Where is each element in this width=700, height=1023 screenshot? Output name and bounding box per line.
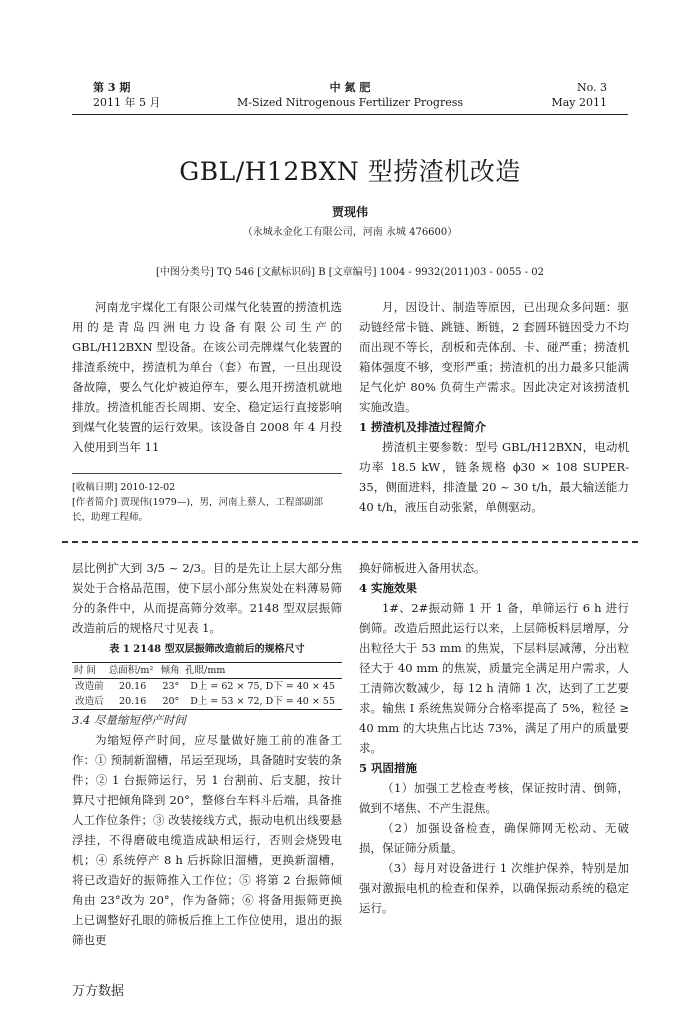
lower-left-paragraph-1: 层比例扩大到 3/5 ~ 2/3。目的是先让上层大部分焦炭处于合格品范围，使下层小部分焦炭处在料薄易筛分的条件中，从而提高筛分效率。2148 型双层振筛改造前后的规格尺寸见表 1。 — [72, 561, 342, 635]
header-right — [551, 80, 607, 110]
measure-item: （3）每月对设备进行 1 次维护保养，特别是加强对激振电机的检查和保养，以确保振动系统的稳定运行。 — [359, 861, 629, 915]
issue-cn: 第 3 期 — [93, 81, 131, 94]
header-left — [93, 80, 160, 110]
article-notes — [72, 480, 342, 525]
table-cell: 20.16 — [107, 694, 159, 710]
table-caption: 表 1 2148 型双层振筛改造前后的规格尺寸 — [109, 644, 305, 655]
date-en: May 2011 — [551, 96, 607, 109]
table-cell: 改造后 — [72, 694, 107, 710]
section1-heading: 1 捞渣机及排渣过程简介 — [359, 420, 487, 434]
lower-left-column — [72, 558, 342, 950]
table-header-row — [72, 663, 342, 679]
spec-table — [72, 662, 342, 710]
table-cell: D上 = 62 × 75, D下 = 40 × 45 — [190, 681, 335, 692]
section4-heading: 4 实施效果 — [359, 581, 418, 595]
received-date: [收稿日期] 2010-12-02 — [72, 482, 176, 493]
lower-right-paragraph-1: 换好筛板进入备用状态。 — [359, 561, 486, 575]
table-header: 时 间 — [72, 663, 107, 679]
intro-paragraph-cont: 月，因设计、制造等原因，已出现众多问题：驱动链经常卡链、跳链、断链，2 套圆环链因受力不均而出现不等长，刮板和壳体刮、卡、碰严重；捞渣机箱体强度不够，变形严重；捞渣机的出力最多只能满足气化炉 80% 负荷生产需求。因此决定对该捞渣机实施改造。 — [359, 300, 629, 414]
table-cell: 23° — [162, 681, 180, 692]
table-row — [72, 679, 342, 695]
table-cell: 20.16 — [119, 681, 147, 692]
lower-right-column — [359, 558, 629, 918]
footnote-rule — [72, 473, 342, 474]
section4-paragraph: 1#、2#振动筛 1 开 1 备，单筛运行 6 h 进行倒筛。改造后照此运行以来，上层筛板料层增厚，分出粒径大于 53 mm 的焦炭，下层料层减薄，分出粒径大于 40 mm 的焦炭，质量完全满足用户需求，人工清筛次数减少，每 12 h 清筛 1 次，达到了工艺要求。输焦 I 系统焦炭筛分合格率提高了 5%，粒径 ≥ 40 mm 的大块焦占比达 73%，满足了用户的质量要求。 — [359, 601, 629, 755]
article-author: 贾现伟 — [331, 205, 368, 219]
article-separator — [62, 541, 638, 543]
measure-item: （1）加强工艺检查考核，保证按时清、倒筛，做到不堵焦、不产生混焦。 — [359, 781, 629, 815]
measure-item: （2）加强设备检查，确保筛网无松动、无破损，保证筛分质量。 — [359, 821, 629, 855]
issue-en: No. 3 — [576, 81, 607, 94]
upper-left-column — [72, 297, 342, 457]
table-cell: 改造前 — [75, 681, 104, 692]
classification-line: [中图分类号] TQ 546 [文献标识码] B [文章编号] 1004 - 9932(2011)03 - 0055 - 02 — [155, 267, 545, 278]
header-rule — [72, 114, 628, 115]
journal-cn: 中 氮 肥 — [329, 81, 371, 94]
date-cn: 2011 年 5 月 — [93, 96, 161, 109]
subsection-3-4-heading: 3.4 尽量缩短停产时间 — [72, 713, 186, 727]
table-cell: D上 = 53 × 72, D下 = 40 × 55 — [183, 694, 342, 710]
table-row — [72, 694, 342, 710]
header-center — [200, 80, 500, 110]
table-header: 孔眼/mm — [183, 663, 342, 679]
author-note: [作者简介] 贾现伟(1979—)，男，河南上蔡人，工程部副部长，助理工程师。 — [72, 497, 324, 523]
watermark-footer: 万方数据 — [72, 984, 125, 999]
section1-paragraph: 捞渣机主要参数：型号 GBL/H12BXN，电动机功率 18.5 kW，链条规格 ϕ30 × 108 SUPER-35，侧面进料，排渣量 20 ~ 30 t/h，最大输送能力 40 t/h，液压自动张紧，单侧驱动。 — [359, 440, 629, 514]
lower-left-paragraph-2: 为缩短停产时间，应尽量做好施工前的准备工作：① 预制新溜槽，吊运至现场，具备随时安装的条件；② 1 台振筛运行，另 1 台割前、后支腿，按计算尺寸把倾角降到 20°，整修台车料斗后端，具备推人工作位条件；③ 改装接线方式，振动电机出线要悬浮挂，不得磨破电缆造成缺相运行，否则会烧毁电机；④ 系统停产 8 h 后拆除旧溜槽，更换新溜槽，将已改造好的振筛推入工作位；⑤ 将第 2 台振筛倾角由 23°改为 20°，作为备筛；⑥ 将备用振筛更换上已调整好孔眼的筛板后推上工作位使用，退出的振筛也更 — [72, 733, 342, 947]
upper-right-column — [359, 297, 629, 517]
article-title: GBL/H12BXN 型捞渣机改造 — [179, 157, 521, 186]
table-header: 总面积/m² — [107, 663, 159, 679]
section5-heading: 5 巩固措施 — [359, 761, 418, 775]
journal-en: M-Sized Nitrogenous Fertilizer Progress — [236, 96, 464, 109]
intro-paragraph: 河南龙宇煤化工有限公司煤气化装置的捞渣机选用的是青岛四洲电力设备有限公司生产的GBL/H12BXN 型设备。在该公司壳牌煤气化装置的排渣系统中，捞渣机为单台（套）布置，一旦出现设备故障，要么气化炉被迫停车，要么甩开捞渣机就地排放。捞渣机能否长周期、安全、稳定运行直接影响到煤气化装置的运行效果。该设备自 2008 年 4 月投入使用到当年 11 — [72, 300, 342, 454]
table-cell: 20° — [159, 694, 184, 710]
article-affiliation: （永城永金化工有限公司，河南 永城 476600） — [242, 227, 458, 238]
table-header: 倾角 — [159, 663, 184, 679]
